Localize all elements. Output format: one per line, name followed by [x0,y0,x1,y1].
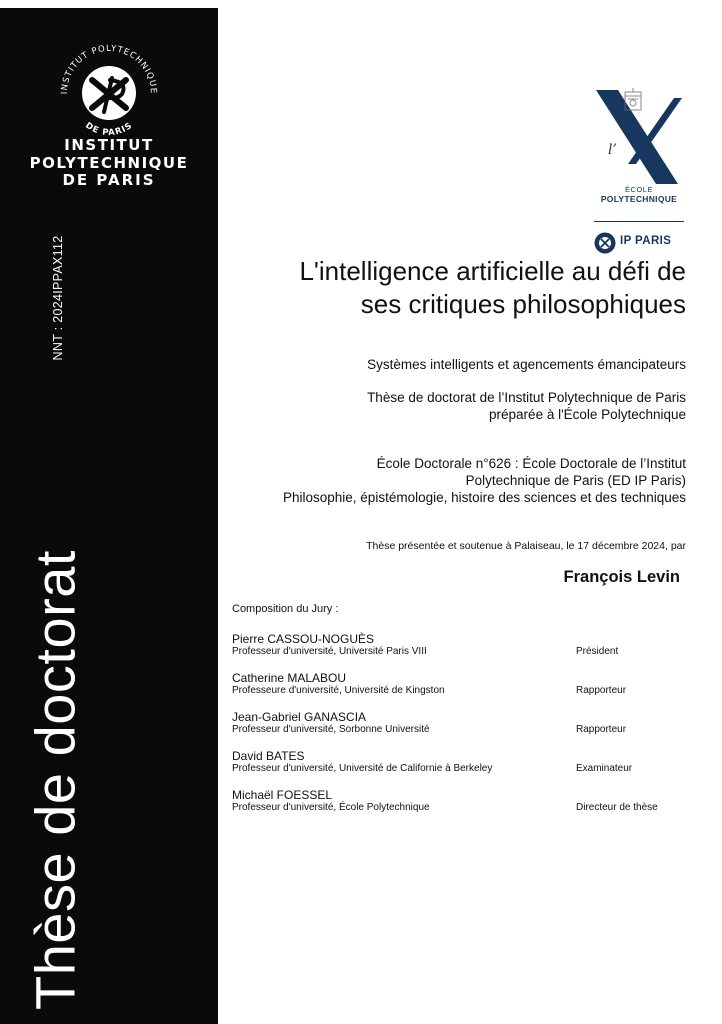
thesis-title-line-1: L'intelligence artificielle au défi de [299,256,686,286]
svg-text:INSTITUT POLYTECHNIQUE: INSTITUT POLYTECHNIQUE [59,43,159,95]
doctoral-school-line-1: École Doctorale n°626 : École Doctorale de l’Institut [376,456,686,471]
lx-logo-line-1: ÉCOLE [625,185,653,194]
thesis-institution-line-2: préparée à l'École Polytechnique [489,407,686,422]
jury-member-title: Professeur d'université, Sorbonne Université [232,724,430,735]
l-x-ecole-polytechnique-logo [592,88,682,198]
ip-paris-mark-icon [594,232,616,254]
doctoral-school-line-3: Philosophie, épistémologie, histoire des sciences et des techniques [283,490,686,505]
nnt-number: NNT : 2024IPPAX112 [51,235,65,361]
ip-paris-label: IP PARIS [620,235,672,247]
thesis-institution-line-1: Thèse de doctorat de l’Institut Polytechnique de Paris [367,390,686,405]
jury-member-name: Michaël FOESSEL [232,788,333,802]
institution-name-line-2: POLYTECHNIQUE [29,154,189,172]
svg-text:l’: l’ [608,142,617,158]
jury-member-title: Professeur d'université, Université Paris VIII [232,646,427,657]
jury-heading: Composition du Jury : [232,603,339,615]
svg-text:DE PARIS: DE PARIS [83,120,135,139]
jury-member-name: David BATES [232,749,305,763]
lx-logo-line-2: POLYTECHNIQUE [600,194,678,204]
jury-member-role: Rapporteur [576,724,627,735]
institution-name-line-1: INSTITUT [64,136,154,154]
jury-member-role: Examinateur [576,763,633,774]
ip-paris-seal-icon [52,36,166,150]
jury-member-title: Professeur d'université, École Polytechnique [232,802,430,813]
jury-member-title: Professeur d'université, Université de Californie à Berkeley [232,763,493,774]
jury-member-name: Jean-Gabriel GANASCIA [232,710,367,724]
author-name: François Levin [563,568,680,586]
jury-member-name: Catherine MALABOU [232,671,347,685]
doctoral-school-line-2: Polytechnique de Paris (ED IP Paris) [465,473,686,488]
jury-member-role: Rapporteur [576,685,627,696]
institution-name-line-3: DE PARIS [62,171,156,189]
jury-member-name: Pierre CASSOU-NOGUÈS [232,632,375,646]
jury-member-title: Professeure d'université, Université de Kingston [232,685,445,696]
thesis-subtitle: Systèmes intelligents et agencements émancipateurs [367,357,686,372]
jury-member-role: Directeur de thèse [576,802,658,813]
vertical-thesis-title: Thèse de doctorat [23,550,87,1010]
logo-divider [594,221,684,222]
thesis-title-line-2: ses critiques philosophiques [360,289,686,319]
defense-statement: Thèse présentée et soutenue à Palaiseau, le 17 décembre 2024, par [366,540,686,552]
jury-member-role: Président [576,646,619,657]
black-sidebar [0,8,218,1024]
